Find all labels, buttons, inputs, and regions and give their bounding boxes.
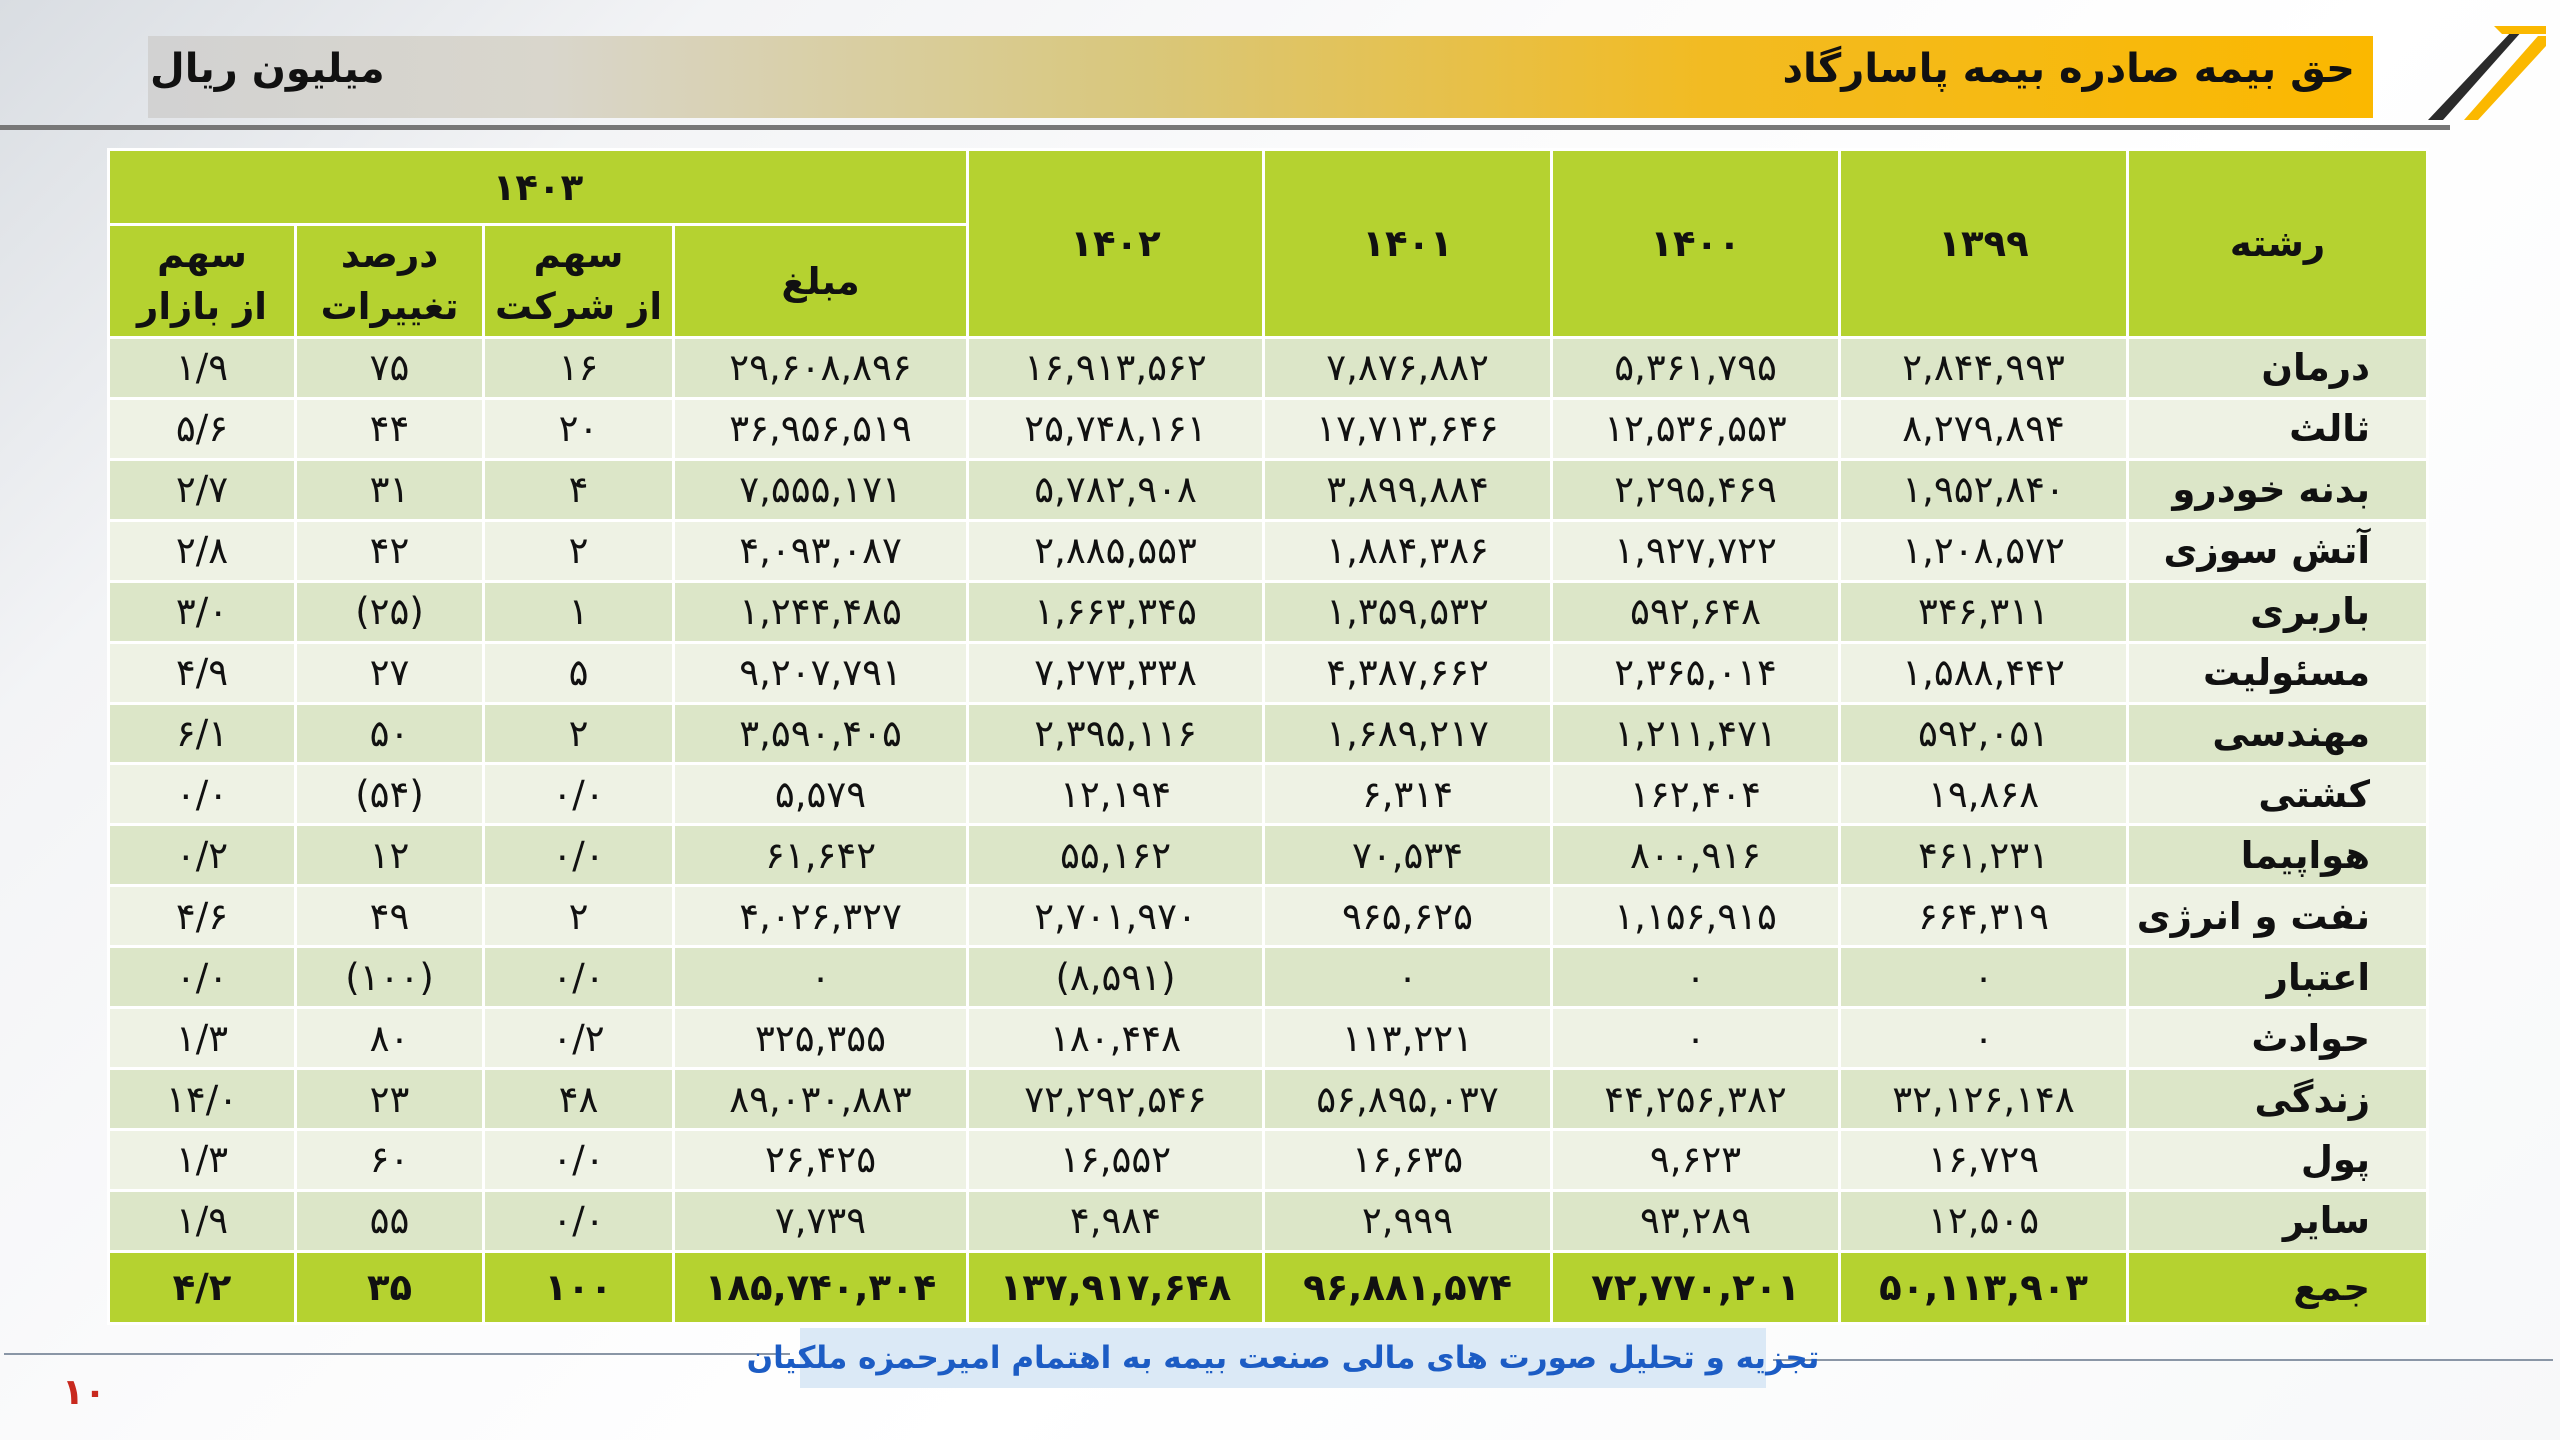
table-row-label-cell: سایر (2128, 1190, 2428, 1251)
table-row-change-cell: ۲۳ (296, 1069, 484, 1130)
table-row-label-cell: آتش سوزی (2128, 520, 2428, 581)
table-total-row-amount-cell: ۱۸۵,۷۴۰,۳۰۴ (674, 1251, 968, 1323)
table-row-y1400-cell: ۲,۲۹۵,۴۶۹ (1552, 459, 1840, 520)
table-row-y1402-cell: ۱,۶۶۳,۳۴۵ (968, 581, 1264, 642)
table-row (109, 459, 2428, 520)
title-underline (0, 125, 2450, 130)
page-title: حق بیمه صادره بیمه پاسارگاد (1782, 46, 2355, 92)
table-row-change-cell: (۲۵) (296, 581, 484, 642)
header-market-share (109, 225, 296, 338)
table-row-change-cell: ۵۵ (296, 1190, 484, 1251)
table-row (109, 581, 2428, 642)
header-1399: ۱۳۹۹ (1840, 150, 2128, 338)
table-total-row-change-cell: ۳۵ (296, 1251, 484, 1323)
table-total-row-company-share-cell: ۱۰۰ (484, 1251, 674, 1323)
table-row-y1400-cell: ۵,۳۶۱,۷۹۵ (1552, 338, 1840, 399)
table-row-amount-cell: ۷,۵۵۵,۱۷۱ (674, 459, 968, 520)
header-1403: ۱۴۰۳ (109, 150, 968, 225)
table-row-y1399-cell: ۰ (1840, 1008, 2128, 1069)
header-company-share-line2: از شرکت (495, 285, 662, 328)
table-row-y1401-cell: ۱,۳۵۹,۵۳۲ (1264, 581, 1552, 642)
table-row-market-share-cell: ۰/۰ (109, 764, 296, 825)
table-row-label-cell: نفت و انرژی (2128, 886, 2428, 947)
footer-divider-right (1773, 1359, 2553, 1361)
table-row-label-cell: پول (2128, 1129, 2428, 1190)
table-row-y1401-cell: ۱,۶۸۹,۲۱۷ (1264, 703, 1552, 764)
table-row (109, 398, 2428, 459)
table-row-amount-cell: ۴,۰۹۳,۰۸۷ (674, 520, 968, 581)
table-row-y1402-cell: ۲۵,۷۴۸,۱۶۱ (968, 398, 1264, 459)
table-row-label-cell: هواپیما (2128, 825, 2428, 886)
table-row-y1400-cell: ۵۹۲,۶۴۸ (1552, 581, 1840, 642)
table-row-change-cell: ۵۰ (296, 703, 484, 764)
table-row-y1399-cell: ۵۹۲,۰۵۱ (1840, 703, 2128, 764)
table-row-company-share-cell: ۲۰ (484, 398, 674, 459)
table-row-y1399-cell: ۱۶,۷۲۹ (1840, 1129, 2128, 1190)
table-row-amount-cell: ۰ (674, 947, 968, 1008)
table-row-amount-cell: ۱,۲۴۴,۴۸۵ (674, 581, 968, 642)
table-row-y1402-cell: ۲,۸۸۵,۵۵۳ (968, 520, 1264, 581)
table-row-market-share-cell: ۳/۰ (109, 581, 296, 642)
table-row-y1402-cell: ۵,۷۸۲,۹۰۸ (968, 459, 1264, 520)
table-row-y1402-cell: ۱۶,۵۵۲ (968, 1129, 1264, 1190)
table-row-company-share-cell: ۰/۰ (484, 1190, 674, 1251)
table-row-y1399-cell: ۳۴۶,۳۱۱ (1840, 581, 2128, 642)
table-row-change-cell: ۱۲ (296, 825, 484, 886)
table-row-market-share-cell: ۱/۳ (109, 1129, 296, 1190)
table-row-y1401-cell: ۶,۳۱۴ (1264, 764, 1552, 825)
table-total-row-y1401-cell: ۹۶,۸۸۱,۵۷۴ (1264, 1251, 1552, 1323)
table-row-change-cell: ۴۹ (296, 886, 484, 947)
table-row-company-share-cell: ۱ (484, 581, 674, 642)
table-row-company-share-cell: ۱۶ (484, 338, 674, 399)
table-row-y1400-cell: ۹,۶۲۳ (1552, 1129, 1840, 1190)
header-1402: ۱۴۰۲ (968, 150, 1264, 338)
table-row-change-cell: ۶۰ (296, 1129, 484, 1190)
table-row (109, 825, 2428, 886)
table-row-y1400-cell: ۱۶۲,۴۰۴ (1552, 764, 1840, 825)
table-row-y1400-cell: ۱,۹۲۷,۷۲۲ (1552, 520, 1840, 581)
table-row-market-share-cell: ۲/۷ (109, 459, 296, 520)
table-row-company-share-cell: ۰/۰ (484, 1129, 674, 1190)
table-row-label-cell: زندگی (2128, 1069, 2428, 1130)
table-row-y1402-cell: ۲,۳۹۵,۱۱۶ (968, 703, 1264, 764)
table-row-change-cell: (۱۰۰) (296, 947, 484, 1008)
table-row-market-share-cell: ۵/۶ (109, 398, 296, 459)
footer-text: تجزیه و تحلیل صورت های مالی صنعت بیمه به اهتمام امیرحمزه ملکیان (746, 1340, 1820, 1376)
table-row-amount-cell: ۲۶,۴۲۵ (674, 1129, 968, 1190)
table-row-y1401-cell: ۰ (1264, 947, 1552, 1008)
table-row-label-cell: کشتی (2128, 764, 2428, 825)
table-total-row-y1402-cell: ۱۳۷,۹۱۷,۶۴۸ (968, 1251, 1264, 1323)
table-row-label-cell: ثالث (2128, 398, 2428, 459)
table-row-y1401-cell: ۱۱۳,۲۲۱ (1264, 1008, 1552, 1069)
table-row-change-cell: (۵۴) (296, 764, 484, 825)
table-row-company-share-cell: ۰/۲ (484, 1008, 674, 1069)
table-row (109, 947, 2428, 1008)
table-row-y1400-cell: ۸۰۰,۹۱۶ (1552, 825, 1840, 886)
header-change-line2: تغییرات (320, 285, 459, 328)
table-row-y1401-cell: ۷,۸۷۶,۸۸۲ (1264, 338, 1552, 399)
table-row-y1400-cell: ۱,۱۵۶,۹۱۵ (1552, 886, 1840, 947)
header-field: رشته (2128, 150, 2428, 338)
table-row-y1400-cell: ۹۳,۲۸۹ (1552, 1190, 1840, 1251)
table-total-row-y1400-cell: ۷۲,۷۷۰,۲۰۱ (1552, 1251, 1840, 1323)
table-row-market-share-cell: ۲/۸ (109, 520, 296, 581)
table-row-y1400-cell: ۱,۲۱۱,۴۷۱ (1552, 703, 1840, 764)
table-row-company-share-cell: ۴ (484, 459, 674, 520)
table-row-y1401-cell: ۱۶,۶۳۵ (1264, 1129, 1552, 1190)
header-company-share-line1: سهم (533, 233, 624, 276)
table-row-amount-cell: ۵,۵۷۹ (674, 764, 968, 825)
table-row-amount-cell: ۳۲۵,۳۵۵ (674, 1008, 968, 1069)
table-row-y1399-cell: ۰ (1840, 947, 2128, 1008)
premium-table (107, 148, 2429, 1325)
header-change-line1: درصد (340, 233, 439, 276)
header-amount: مبلغ (674, 225, 968, 338)
pasargad-logo-icon (2398, 22, 2548, 124)
table-total-row-y1399-cell: ۵۰,۱۱۳,۹۰۳ (1840, 1251, 2128, 1323)
table-row-company-share-cell: ۵ (484, 642, 674, 703)
table-row-market-share-cell: ۰/۲ (109, 825, 296, 886)
table-row-label-cell: اعتبار (2128, 947, 2428, 1008)
table-row-y1400-cell: ۴۴,۲۵۶,۳۸۲ (1552, 1069, 1840, 1130)
table-row-label-cell: بدنه خودرو (2128, 459, 2428, 520)
table-row-change-cell: ۴۴ (296, 398, 484, 459)
table-row-y1402-cell: ۲,۷۰۱,۹۷۰ (968, 886, 1264, 947)
table-row-y1402-cell: ۷,۲۷۳,۳۳۸ (968, 642, 1264, 703)
unit-label: میلیون ریال (150, 46, 385, 92)
table-row-y1399-cell: ۳۲,۱۲۶,۱۴۸ (1840, 1069, 2128, 1130)
table-row (109, 520, 2428, 581)
table-row (109, 703, 2428, 764)
table-row-market-share-cell: ۶/۱ (109, 703, 296, 764)
table-row-y1399-cell: ۱۲,۵۰۵ (1840, 1190, 2128, 1251)
table-total-row-label-cell: جمع (2128, 1251, 2428, 1323)
table-row-company-share-cell: ۲ (484, 520, 674, 581)
table-row-company-share-cell: ۴۸ (484, 1069, 674, 1130)
footer-divider-left (4, 1353, 790, 1355)
table-row-y1400-cell: ۰ (1552, 947, 1840, 1008)
table-row-amount-cell: ۳۶,۹۵۶,۵۱۹ (674, 398, 968, 459)
table-row-amount-cell: ۴,۰۲۶,۳۲۷ (674, 886, 968, 947)
table-row (109, 1008, 2428, 1069)
table-row-change-cell: ۴۲ (296, 520, 484, 581)
table-row-y1399-cell: ۲,۸۴۴,۹۹۳ (1840, 338, 2128, 399)
table-row (109, 764, 2428, 825)
footer-banner (746, 1328, 1820, 1388)
table-row-y1400-cell: ۲,۳۶۵,۰۱۴ (1552, 642, 1840, 703)
table-row-y1401-cell: ۱۷,۷۱۳,۶۴۶ (1264, 398, 1552, 459)
table-row-y1399-cell: ۱,۹۵۲,۸۴۰ (1840, 459, 2128, 520)
table-row-market-share-cell: ۴/۶ (109, 886, 296, 947)
table-row-y1402-cell: (۸,۵۹۱) (968, 947, 1264, 1008)
table-row-y1402-cell: ۴,۹۸۴ (968, 1190, 1264, 1251)
table-row-market-share-cell: ۱/۳ (109, 1008, 296, 1069)
table-row-y1401-cell: ۳,۸۹۹,۸۸۴ (1264, 459, 1552, 520)
table-row-label-cell: مسئولیت (2128, 642, 2428, 703)
table-row-y1399-cell: ۶۶۴,۳۱۹ (1840, 886, 2128, 947)
table-row-y1400-cell: ۰ (1552, 1008, 1840, 1069)
table-row-change-cell: ۳۱ (296, 459, 484, 520)
table-row-market-share-cell: ۴/۹ (109, 642, 296, 703)
table-row-amount-cell: ۶۱,۶۴۲ (674, 825, 968, 886)
table-row-company-share-cell: ۰/۰ (484, 947, 674, 1008)
table-row-amount-cell: ۲۹,۶۰۸,۸۹۶ (674, 338, 968, 399)
table-row-label-cell: حوادث (2128, 1008, 2428, 1069)
table-row-y1399-cell: ۱۹,۸۶۸ (1840, 764, 2128, 825)
table-row-y1402-cell: ۱۸۰,۴۴۸ (968, 1008, 1264, 1069)
header-market-share-line1: سهم (157, 233, 247, 276)
table-row-y1401-cell: ۲,۹۹۹ (1264, 1190, 1552, 1251)
page-number: ۱۰ (62, 1372, 106, 1413)
table-row-market-share-cell: ۰/۰ (109, 947, 296, 1008)
table-row-amount-cell: ۳,۵۹۰,۴۰۵ (674, 703, 968, 764)
table-row-label-cell: باربری (2128, 581, 2428, 642)
table-row-y1399-cell: ۱,۲۰۸,۵۷۲ (1840, 520, 2128, 581)
table-row (109, 642, 2428, 703)
table-row-y1401-cell: ۵۶,۸۹۵,۰۳۷ (1264, 1069, 1552, 1130)
table-row (109, 1190, 2428, 1251)
table-row-market-share-cell: ۱۴/۰ (109, 1069, 296, 1130)
header-1401: ۱۴۰۱ (1264, 150, 1552, 338)
table-row-y1401-cell: ۱,۸۸۴,۳۸۶ (1264, 520, 1552, 581)
table-row-label-cell: مهندسی (2128, 703, 2428, 764)
table-body (109, 338, 2428, 1324)
table-row-y1399-cell: ۱,۵۸۸,۴۴۲ (1840, 642, 2128, 703)
table-row-y1399-cell: ۸,۲۷۹,۸۹۴ (1840, 398, 2128, 459)
table-row (109, 1129, 2428, 1190)
table-row-y1402-cell: ۷۲,۲۹۲,۵۴۶ (968, 1069, 1264, 1130)
table-row-y1400-cell: ۱۲,۵۳۶,۵۵۳ (1552, 398, 1840, 459)
table-row-amount-cell: ۹,۲۰۷,۷۹۱ (674, 642, 968, 703)
table-row-y1402-cell: ۵۵,۱۶۲ (968, 825, 1264, 886)
table-row-amount-cell: ۸۹,۰۳۰,۸۸۳ (674, 1069, 968, 1130)
header-company-share (484, 225, 674, 338)
table-row-y1402-cell: ۱۲,۱۹۴ (968, 764, 1264, 825)
table-row-y1402-cell: ۱۶,۹۱۳,۵۶۲ (968, 338, 1264, 399)
table-row (109, 886, 2428, 947)
table-row-y1401-cell: ۹۶۵,۶۲۵ (1264, 886, 1552, 947)
table-row (109, 1069, 2428, 1130)
header-change (296, 225, 484, 338)
table-row-company-share-cell: ۲ (484, 886, 674, 947)
table-row-market-share-cell: ۱/۹ (109, 1190, 296, 1251)
header-market-share-line2: از بازار (137, 285, 267, 328)
table-row-label-cell: درمان (2128, 338, 2428, 399)
table-row-company-share-cell: ۰/۰ (484, 764, 674, 825)
table-row-y1401-cell: ۴,۳۸۷,۶۶۲ (1264, 642, 1552, 703)
table-row-y1399-cell: ۴۶۱,۲۳۱ (1840, 825, 2128, 886)
table-total-row (109, 1251, 2428, 1323)
table-row-company-share-cell: ۰/۰ (484, 825, 674, 886)
table-row-market-share-cell: ۱/۹ (109, 338, 296, 399)
table-row-change-cell: ۲۷ (296, 642, 484, 703)
table-row-change-cell: ۷۵ (296, 338, 484, 399)
table-row-amount-cell: ۷,۷۳۹ (674, 1190, 968, 1251)
table-row-y1401-cell: ۷۰,۵۳۴ (1264, 825, 1552, 886)
table-total-row-market-share-cell: ۴/۲ (109, 1251, 296, 1323)
table-row-change-cell: ۸۰ (296, 1008, 484, 1069)
header-1400: ۱۴۰۰ (1552, 150, 1840, 338)
table-row-company-share-cell: ۲ (484, 703, 674, 764)
table-row (109, 338, 2428, 399)
